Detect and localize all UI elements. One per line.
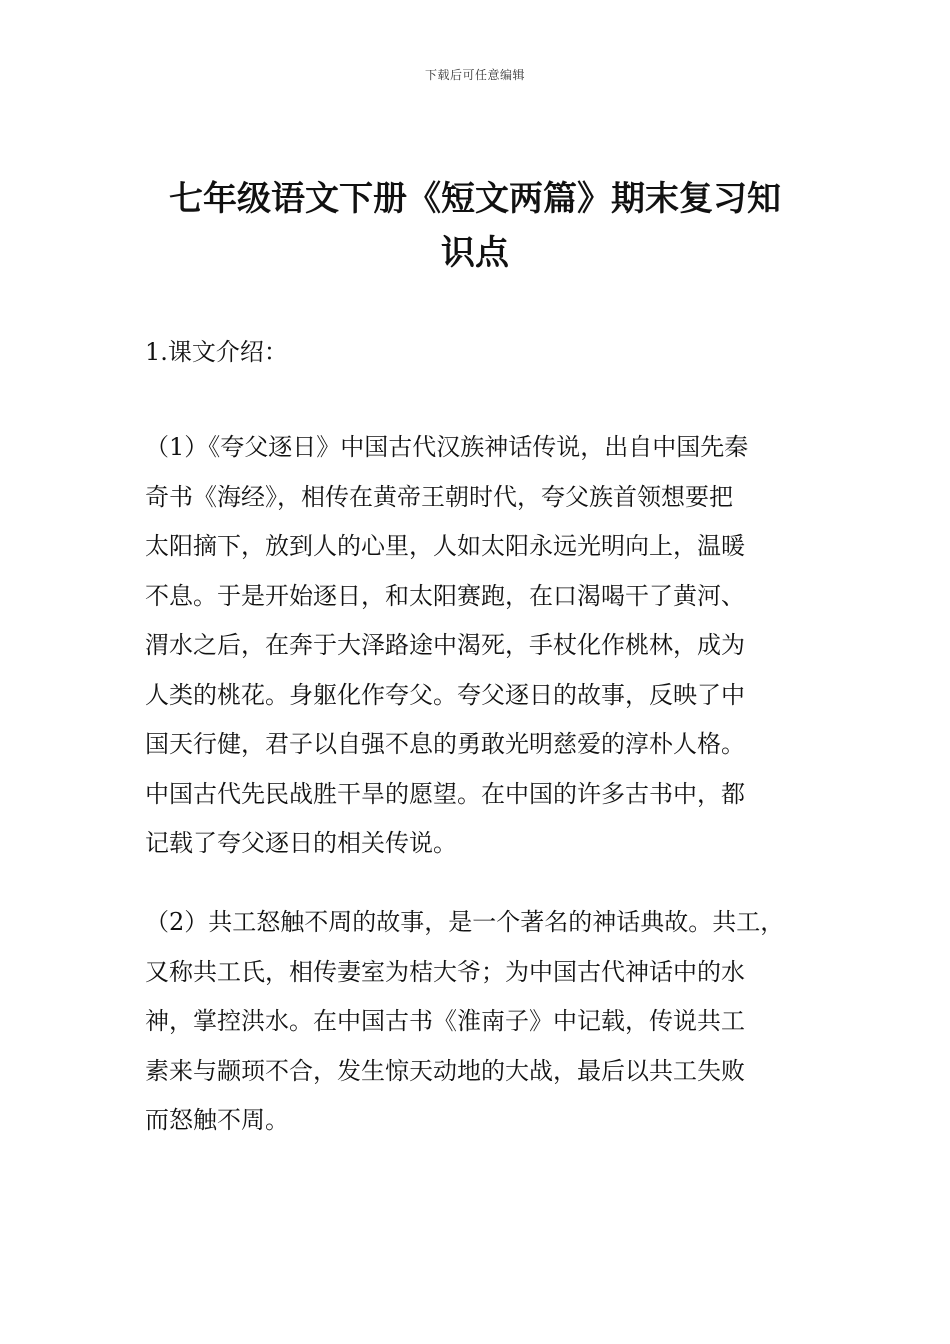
document-title xyxy=(140,172,810,280)
paragraph-line: 人类的桃花。身躯化作夸父。夸父逐日的故事，反映了中 xyxy=(145,680,745,709)
paragraph-line: 奇书《海经》，相传在黄帝王朝时代，夸父族首领想要把 xyxy=(145,482,733,511)
paragraph-line: 而怒触不周。 xyxy=(145,1106,289,1134)
paragraph-line: 国天行健，君子以自强不息的勇敢光明慈爱的淳朴人格。 xyxy=(145,730,745,758)
paragraph-line: 记载了夸父逐日的相关传说。 xyxy=(145,829,457,857)
paragraph-kuafu xyxy=(145,423,845,869)
paragraph-line: 不息。于是开始逐日，和太阳赛跑，在口渴喝干了黄河、 xyxy=(145,581,745,610)
paragraph-line: 又称共工氏，相传妻室为桔大爷；为中国古代神话中的水 xyxy=(145,957,745,986)
paragraph-line: 渭水之后，在奔于大泽路途中渴死，手杖化作桃林，成为 xyxy=(145,631,745,659)
title-line: 七年级语文下册《短文两篇》期末复习知 xyxy=(169,179,781,219)
header-note: 下载后可任意编辑 xyxy=(424,68,525,82)
paragraph-line: 太阳摘下，放到人的心里，人如太阳永远光明向上，温暖 xyxy=(145,532,745,560)
paragraph-line: （1）《夸父逐日》中国古代汉族神话传说，出自中国先秦 xyxy=(145,433,749,461)
paragraph-line: （2）共工怒触不周的故事，是一个著名的神话典故。共工， xyxy=(145,908,785,936)
section-heading: 1.课文介绍： xyxy=(145,338,288,366)
title-line: 识点 xyxy=(441,233,509,273)
paragraph-gonggong xyxy=(145,898,845,1146)
paragraph-line: 中国古代先民战胜干旱的愿望。在中国的许多古书中，都 xyxy=(145,779,745,808)
paragraph-line: 神，掌控洪水。在中国古书《淮南子》中记载，传说共工 xyxy=(145,1007,745,1035)
paragraph-line: 素来与颛顼不合，发生惊天动地的大战，最后以共工失败 xyxy=(145,1056,745,1085)
